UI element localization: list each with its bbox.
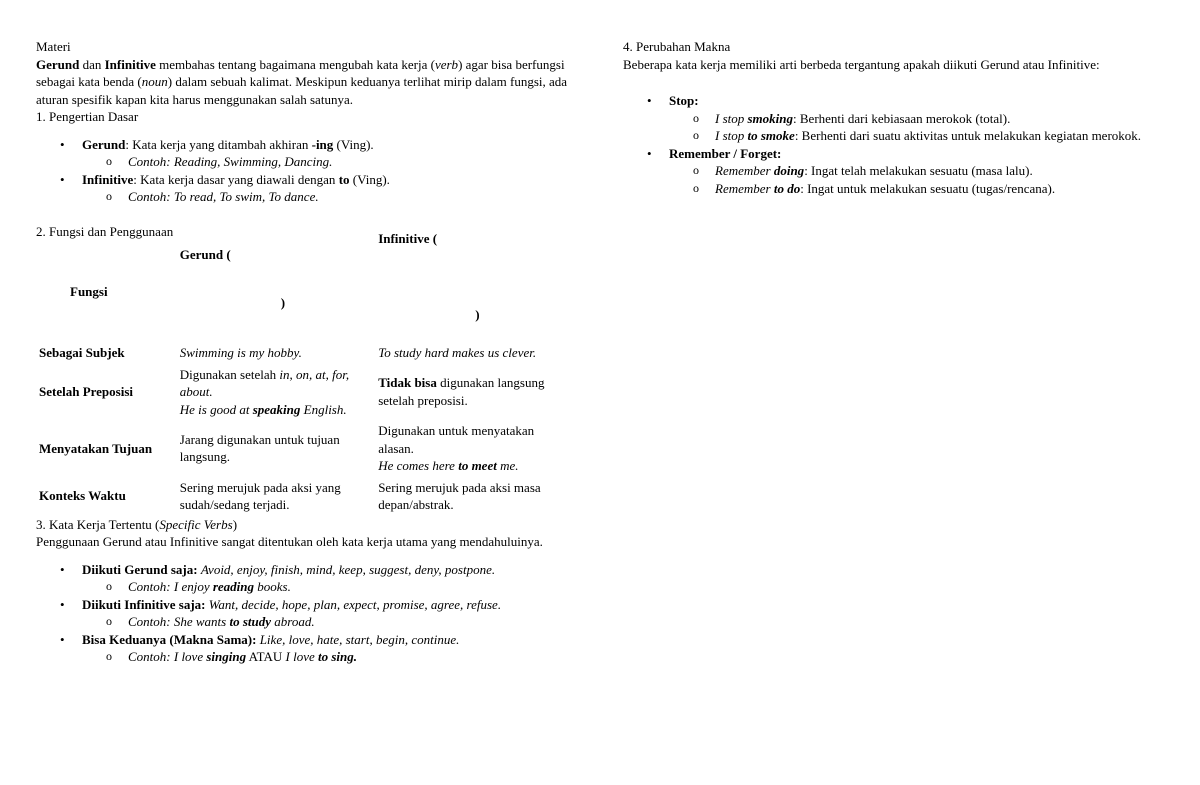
- list-label: Remember / Forget:: [669, 145, 782, 161]
- list-text: (Ving).: [352, 171, 390, 187]
- term-verb: verb: [434, 56, 459, 72]
- example-text: ATAU: [248, 649, 283, 664]
- cell-infinitive: To study hard makes us clever.: [378, 345, 537, 360]
- header-gerund-close: ): [280, 295, 286, 310]
- example-bold: doing: [773, 163, 805, 178]
- title-text: 3. Kata Kerja Tertentu (: [36, 516, 160, 532]
- table-row: [36, 342, 576, 364]
- cell-text: Digunakan setelah: [179, 366, 277, 382]
- table-row: [36, 364, 576, 421]
- cell-gerund: Sering merujuk pada aksi yang sudah/sedang terjadi.: [179, 479, 341, 512]
- cell-example: English.: [303, 401, 347, 417]
- cell-gerund: Jarang digunakan untuk tujuan langsung.: [179, 431, 340, 465]
- section-3-title: [36, 516, 576, 534]
- example-text: : Ingat telah melakukan sesuatu (masa lalu).: [804, 163, 1033, 178]
- example-italic: I stop: [715, 128, 745, 143]
- cell-example: He is good at: [179, 401, 250, 417]
- sub-list-item: [82, 578, 576, 596]
- list-label: Diikuti Infinitive saja:: [82, 596, 206, 612]
- verb-list: Avoid, enjoy, finish, mind, keep, suggest, deny, postpone.: [200, 561, 496, 577]
- intro-paragraph: [36, 56, 576, 109]
- section-1-title: 1. Pengertian Dasar: [36, 109, 139, 124]
- list-item: [36, 136, 576, 171]
- example-bold: reading: [212, 579, 255, 594]
- cell-italic: in, on, at, for, about.: [179, 366, 350, 399]
- list-item: [36, 561, 576, 596]
- cell-example: He comes here: [378, 458, 455, 473]
- header-infinitive-close: ): [475, 307, 480, 322]
- verb-list: Like, love, hate, start, begin, continue.: [259, 631, 460, 647]
- sub-list: [82, 613, 576, 631]
- cell-infinitive: [375, 420, 576, 477]
- list-text: : Kata kerja yang ditambah akhiran: [125, 136, 309, 152]
- table-row: [36, 477, 576, 516]
- section-3-list: [36, 561, 576, 666]
- example-text: I love: [285, 649, 315, 664]
- list-item: [36, 596, 576, 631]
- list-item: [623, 92, 1168, 145]
- materi-heading: Materi: [36, 39, 71, 54]
- cell-bold: Tidak bisa: [378, 375, 437, 391]
- section-4-intro: Beberapa kata kerja memiliki arti berbeda tergantung apakah diikuti Gerund atau Infinitive:: [623, 56, 1100, 72]
- cell-gerund: Swimming is my hobby.: [179, 345, 302, 360]
- cell-gerund: [177, 364, 375, 421]
- list-text: (Ving).: [336, 136, 374, 152]
- example-bold: to study: [229, 614, 272, 629]
- cell-text: Digunakan untuk menyatakan alasan.: [378, 423, 535, 456]
- list-label: Stop:: [669, 93, 699, 108]
- example-text: : Berhenti dari kebiasaan merokok (total).: [793, 110, 1011, 126]
- row-label: Konteks Waktu: [39, 488, 126, 504]
- row-label: Menyatakan Tujuan: [39, 440, 153, 456]
- gerund-label: Gerund: [82, 136, 126, 152]
- example-italic: I stop: [715, 110, 745, 126]
- section-4-title: 4. Perubahan Makna: [623, 39, 731, 54]
- example-bold: smoking: [747, 110, 794, 126]
- table-header-row: [36, 242, 576, 342]
- left-column: [36, 38, 576, 666]
- example-italic: Remember: [715, 163, 771, 178]
- cell-example-bold: speaking: [252, 401, 301, 417]
- sub-list: [82, 578, 576, 596]
- intro-text: dan: [82, 56, 102, 72]
- example-text: Contoh: I love: [128, 649, 204, 664]
- term-gerund: Gerund: [36, 56, 80, 72]
- sub-list-item: [82, 613, 576, 631]
- example-text: Contoh: Reading, Swimming, Dancing.: [128, 154, 333, 169]
- sub-list-item: [669, 127, 1168, 145]
- sub-list: [669, 110, 1168, 145]
- list-label: Diikuti Gerund saja:: [82, 561, 198, 577]
- intro-text: membahas tentang bagaimana mengubah kata kerja (: [159, 56, 435, 72]
- cell-text: digunakan langsung setelah preposisi.: [378, 375, 545, 408]
- intro-text: ) agar bisa berfungsi sebagai kata benda (: [36, 56, 565, 89]
- sub-list-item: [82, 188, 576, 206]
- example-text: abroad.: [274, 614, 315, 629]
- row-label: Setelah Preposisi: [39, 384, 134, 399]
- row-label: Sebagai Subjek: [39, 345, 125, 360]
- example-bold: to smoke: [747, 128, 795, 143]
- example-italic: Remember: [715, 180, 771, 196]
- section-2-title: 2. Fungsi dan Penggunaan: [36, 223, 174, 239]
- example-text: Contoh: To read, To swim, To dance.: [128, 189, 319, 204]
- example-text: : Berhenti dari suatu aktivitas untuk melakukan kegiatan merokok.: [794, 128, 1142, 143]
- intro-text: ) dalam sebuah kalimat. Meskipun keduanya terlihat mirip dalam fungsi, ada aturan spesifik kapan kita harus menggunakan salah satunya.: [36, 74, 568, 107]
- sub-list: [82, 188, 576, 206]
- list-label: Bisa Keduanya (Makna Sama):: [82, 631, 257, 647]
- title-italic: Specific Verbs: [159, 516, 233, 532]
- section-3-intro: Penggunaan Gerund atau Infinitive sangat ditentukan oleh kata kerja utama yang mendahuluinya.: [36, 534, 543, 549]
- ing-suffix: -ing: [311, 136, 334, 152]
- list-item: [36, 631, 576, 666]
- list-text: : Kata kerja dasar yang diawali dengan: [133, 171, 336, 187]
- header-gerund-text: Gerund (: [179, 247, 231, 262]
- example-bold: singing: [206, 649, 247, 664]
- list-item: [36, 171, 576, 206]
- section-1-list: [36, 136, 576, 206]
- sub-list: [82, 153, 576, 171]
- cell-example: me.: [500, 458, 519, 473]
- sub-list-item: [82, 153, 576, 171]
- term-noun: noun: [141, 74, 168, 89]
- sub-list: [82, 648, 576, 666]
- example-text: Contoh: She wants: [128, 614, 227, 629]
- infinitive-label: Infinitive: [82, 171, 134, 187]
- example-text: : Ingat untuk melakukan sesuatu (tugas/rencana).: [800, 180, 1056, 196]
- header-gerund: [177, 242, 375, 342]
- sub-list-item: [669, 162, 1168, 180]
- section-4-list: [623, 92, 1168, 197]
- example-bold: to sing.: [318, 649, 358, 664]
- sub-list-item: [669, 180, 1168, 198]
- header-infinitive-text: Infinitive (: [378, 231, 438, 246]
- cell-infinitive: Sering merujuk pada aksi masa depan/abstrak.: [378, 479, 541, 512]
- header-fungsi: Fungsi: [70, 284, 108, 300]
- sub-list-item: [669, 110, 1168, 128]
- example-bold: to do: [773, 180, 801, 196]
- to-word: to: [338, 171, 350, 187]
- sub-list: [669, 162, 1168, 197]
- verb-list: Want, decide, hope, plan, expect, promise, agree, refuse.: [208, 596, 502, 612]
- cell-infinitive: [375, 364, 576, 421]
- title-text: ): [232, 516, 238, 532]
- example-text: books.: [257, 579, 291, 594]
- term-infinitive: Infinitive: [104, 56, 156, 72]
- header-infinitive: [375, 231, 576, 342]
- table-row: [36, 420, 576, 477]
- example-text: Contoh: I enjoy: [128, 579, 210, 594]
- sub-list-item: [82, 648, 576, 666]
- list-item: [623, 145, 1168, 198]
- cell-example-bold: to meet: [458, 458, 497, 473]
- right-column: [623, 38, 1168, 197]
